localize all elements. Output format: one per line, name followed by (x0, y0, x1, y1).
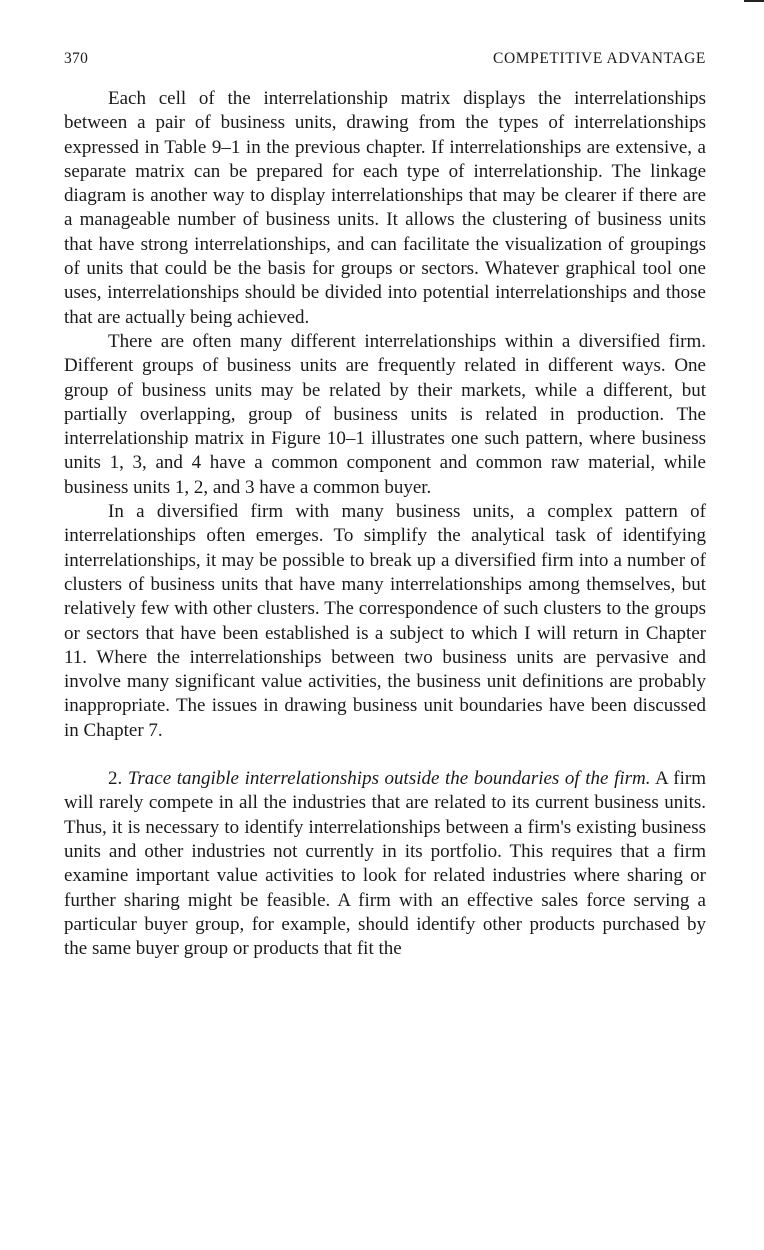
page-number: 370 (64, 50, 89, 67)
body-text (64, 87, 706, 961)
paragraph-step-2 (64, 767, 706, 961)
paragraph-clusters: In a diversified firm with many business units, a complex pattern of interrelationships often emerges. To simplify the analytical task of identifying interrelationships, it may be possible to break up a diversified firm into a number of clusters of business units that have many interrelationships among themselves, but relatively few with other clusters. The correspondence of such clusters to the groups or sectors that have been established is a subject to which I will return in Chapter 11. Where the interrelationships between two business units are pervasive and involve many significant value activities, the business unit definitions are probably inappropriate. The issues in drawing business unit boundaries have been discussed in Chapter 7. (64, 501, 706, 741)
book-page (64, 50, 706, 961)
running-header (64, 50, 706, 74)
step-text: A firm will rarely compete in all the industries that are related to its current business units. Thus, it is necessary to identify interrelationships between a firm's existing business units and other industries not currently in its portfolio. This requires that a firm examine important value activities to look for related industries where sharing or further sharing might be feasible. A firm with an effective sales force serving a particular buyer group, for example, should identify other products purchased by the same buyer group or products that fit the (64, 768, 707, 960)
step-number: 2. (108, 768, 123, 790)
running-title: COMPETITIVE ADVANTAGE (493, 50, 706, 67)
page-edge-mark (744, 0, 764, 2)
step-heading: Trace tangible interrelationships outside the boundaries of the firm. (127, 768, 651, 790)
paragraph-matrix-cells: Each cell of the interrelationship matrix displays the interrelationships between a pair of business units, drawing from the types of interrelationships expressed in Table 9–1 in the previous chapter. If interrelationships are extensive, a separate matrix can be prepared for each type of interrelationship. The linkage diagram is another way to display interrelationships that may be clearer if there are a manageable number of business units. It allows the clustering of business units that have strong interrelationships, and can facilitate the visualization of groupings of units that could be the basis for groups or sectors. Whatever graphical tool one uses, interrelationships should be divided into potential interrelationships and those that are actually being achieved. (64, 88, 706, 328)
paragraph-diversified-interrelationships: There are often many different interrelationships within a diversified firm. Different groups of business units are frequently related in different ways. One group of business units may be related by their markets, while a different, but partially overlapping, group of business units is related in production. The interrelationship matrix in Figure 10–1 illustrates one such pattern, where business units 1, 3, and 4 have a common component and common raw material, while business units 1, 2, and 3 have a common buyer. (64, 330, 706, 498)
